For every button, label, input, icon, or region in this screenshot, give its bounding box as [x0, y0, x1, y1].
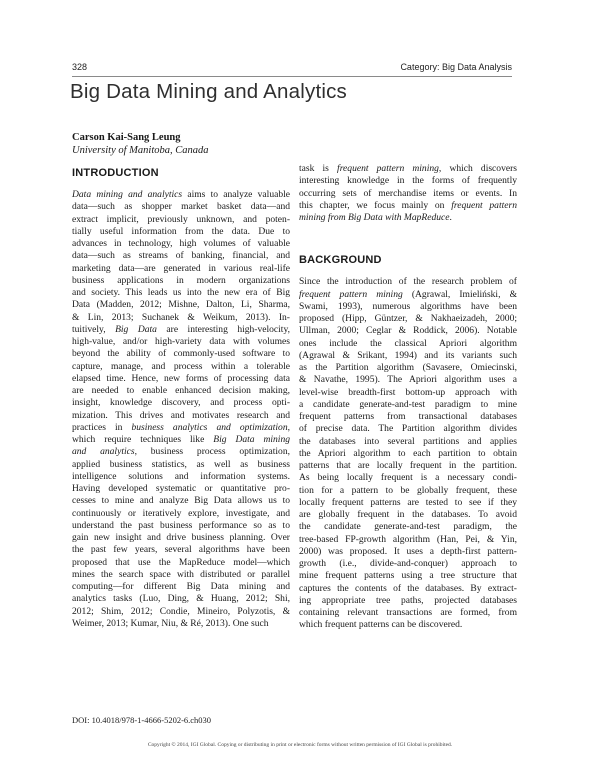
text-line [299, 472, 517, 484]
text-span: which require techniques like [72, 434, 214, 445]
text-span: Swami, 1993), numerous algorithms have been [299, 300, 517, 312]
text-line [72, 544, 290, 556]
text-span: business applications in modern organizations [72, 274, 290, 286]
author-affiliation: University of Manitoba, Canada [72, 145, 209, 156]
text-span: 2000) was proposed. It uses a depth-first pattern- [299, 545, 517, 557]
text-line [72, 250, 290, 262]
text-line [72, 348, 290, 360]
italic-text: frequent pattern mining [337, 163, 439, 174]
text-span: data—such as shopper market basket data—and [72, 201, 290, 213]
text-span: are needed to enable enhanced decision making, [72, 385, 290, 396]
text-line [299, 460, 517, 472]
text-span: beyond the ability of commonly-used software to [72, 348, 290, 360]
text-span: tree-based FP-growth algorithm (Han, Pei, & Yin, [299, 533, 517, 545]
text-line [72, 581, 290, 593]
text-span: are globally frequent in the databases. To avoid [299, 509, 517, 520]
text-span: advances in technology, high volumes of valuable [72, 238, 290, 249]
text-line [72, 569, 290, 581]
text-line [72, 226, 290, 238]
text-line [299, 399, 517, 411]
text-line [299, 497, 517, 509]
text-span: , [287, 421, 290, 433]
text-line [72, 557, 290, 569]
text-line [299, 374, 517, 386]
text-span: containing relevant transactions are formed, from [299, 607, 517, 618]
text-span: . [449, 212, 452, 223]
text-span: are interesting high-velocity, [156, 323, 290, 335]
text-span: Having developed systematic or quantitative pro- [72, 483, 290, 494]
text-line [299, 546, 517, 558]
copyright-notice: Copyright © 2014, IGI Global. Copying or distributing in print or electronic forms without written permission of IGI Global is prohibited. [147, 742, 453, 748]
text-span: locally frequent patterns are tested to see if they [299, 496, 517, 508]
italic-text: Data mining and analytics [72, 189, 183, 200]
text-line [72, 312, 290, 324]
text-span: patterns that are locally frequent in the partition. [299, 460, 517, 471]
text-span: cesses to mine and analyze Big Data allows us to [72, 495, 290, 507]
text-line [72, 275, 290, 287]
text-line [299, 558, 517, 570]
text-span: data—such as streams of banking, financial, and [72, 250, 290, 262]
text-span: interesting knowledge in the forms of frequently [299, 175, 517, 187]
text-span: , which discovers [438, 163, 517, 174]
text-span: intelligence solutions and information systems. [72, 470, 290, 482]
text-line [72, 606, 290, 618]
text-span: growth (i.e., divide-and-conquer) approach to [299, 558, 517, 569]
text-line [72, 214, 290, 226]
italic-text: mining from Big Data with MapReduce [299, 212, 450, 223]
italic-text: Big Data mining [213, 434, 290, 445]
text-line [72, 397, 290, 409]
text-span: Data (Madden, 2012; Mishne, Dalton, Li, Sharma, [72, 299, 290, 311]
text-span: high-value, and/or high-variety data with volumes [72, 336, 290, 347]
text-line [299, 411, 517, 423]
text-span: extract implicit, previously unknown, and poten- [72, 213, 290, 225]
text-line [299, 276, 517, 288]
text-span: capture, manage, and process within a tolerable [72, 360, 290, 372]
text-line [72, 471, 290, 483]
text-span: aims to analyze valuable [182, 189, 290, 200]
text-line [299, 509, 517, 521]
text-line [299, 534, 517, 546]
text-span: task is [299, 163, 338, 174]
text-line [299, 436, 517, 448]
text-line [72, 201, 290, 213]
text-span: the candidate generate-and-test paradigm, the [299, 521, 517, 533]
text-span: tuitively, [72, 323, 116, 335]
text-line [72, 422, 290, 434]
text-line [299, 570, 517, 582]
header-rule [72, 76, 512, 77]
text-span: Weimer, 2013; Kumar, Niu, & Ré, 2013). One such [72, 617, 269, 629]
background-heading: BACKGROUND [299, 254, 382, 267]
text-span: ing appropriate tree paths, projected databases [299, 594, 517, 606]
right-column [299, 163, 517, 632]
text-span: elapsed time. Hence, new forms of processing data [72, 372, 290, 384]
text-line [299, 289, 517, 301]
text-line [72, 299, 290, 311]
text-span: the Apriori algorithm to each partition to obtain [299, 447, 517, 459]
italic-text: business analytics and optimization [131, 421, 288, 433]
text-span: Ullman, 2000; Ceglar & Roddick, 2006). Notable [299, 325, 517, 337]
text-line [299, 583, 517, 595]
page-number: 328 [72, 62, 88, 72]
text-span: marketing data—are generated in various real-life [72, 262, 290, 274]
text-span: ones include the classical Apriori algorithm [299, 337, 517, 349]
text-line [299, 313, 517, 325]
text-line [299, 485, 517, 497]
text-span: and society. This leads us into the new era of Big [72, 287, 290, 298]
text-span: the past few years, several algorithms have been [72, 544, 290, 556]
text-line [299, 200, 517, 212]
text-span: analytics tasks (Luo, Ding, & Huang, 2012; Shi, [72, 593, 290, 605]
text-line [72, 238, 290, 250]
text-span: proposed (Hipp, Güntzer, & Nakhaeizadeh, 2000; [299, 313, 517, 324]
text-span: proposed that use the MapReduce model—which [72, 556, 290, 568]
text-line [299, 423, 517, 435]
italic-text: frequent pattern mining [299, 288, 403, 300]
text-line [72, 483, 290, 495]
text-line [299, 212, 517, 224]
italic-text: frequent pattern [451, 199, 517, 211]
text-span: applied business statistics, as well as business [72, 458, 290, 470]
text-span: mines the search space with distributed or parallel [72, 568, 290, 580]
italic-text: Big Data [115, 323, 157, 335]
text-span: Since the introduction of the research problem of [299, 276, 517, 288]
text-span: tially useful information from the data. Due to [72, 225, 290, 237]
text-span: of precise data. The Partition algorithm divides [299, 423, 517, 435]
text-line [72, 434, 290, 446]
text-span: mine frequent patterns using a tree structure that [299, 570, 517, 582]
text-span: , business process optimization, [134, 446, 290, 458]
text-span: the databases into several partitions and applies [299, 435, 517, 447]
text-span: & Lin, 2013; Suchanek & Weikum, 2013). In- [72, 311, 290, 323]
text-line [72, 446, 290, 458]
text-line [72, 336, 290, 348]
text-span: this chapter, we focus mainly on [299, 199, 452, 211]
text-line [299, 619, 517, 631]
text-span: captures the contents of the databases. By extract- [299, 582, 517, 594]
text-line [72, 618, 290, 630]
text-line [72, 263, 290, 275]
text-line [72, 593, 290, 605]
text-span: computing—for different Big Data mining and [72, 581, 290, 592]
background-paragraph [299, 276, 517, 631]
text-line [72, 508, 290, 520]
text-line [72, 324, 290, 336]
text-span: & Navathe, 1995). The Apriori algorithm uses a [299, 374, 517, 386]
text-line [299, 387, 517, 399]
text-span: practices in [72, 421, 132, 433]
text-line [72, 520, 290, 532]
text-line [72, 189, 290, 201]
text-span: which frequent patterns can be discovered. [299, 619, 463, 631]
text-line [299, 448, 517, 460]
text-span: understand the past business performance so as to [72, 519, 290, 531]
text-line [72, 532, 290, 544]
category-label: Category: Big Data Analysis [400, 62, 512, 72]
italic-text: and analytics [72, 446, 135, 458]
text-line [72, 459, 290, 471]
text-line [299, 350, 517, 362]
text-line [299, 188, 517, 200]
text-span: a candidate generate-and-test paradigm to mine [299, 398, 517, 410]
text-span: (Agrawal & Srikant, 1994) and its variants such [299, 349, 517, 361]
text-span: level-wise breadth-first bottom-up approach with [299, 386, 517, 398]
text-line [72, 385, 290, 397]
text-span: insight, knowledge discovery, and process opti- [72, 397, 290, 409]
text-span: frequent patterns from transactional databases [299, 411, 517, 422]
text-span: (Agrawal, Imieliński, & [402, 288, 517, 300]
text-line [299, 607, 517, 619]
text-line [72, 495, 290, 507]
text-line [72, 287, 290, 299]
text-span: As being locally frequent is a necessary condi- [299, 472, 517, 484]
text-line [299, 362, 517, 374]
text-line [72, 361, 290, 373]
text-line [72, 373, 290, 385]
text-line [72, 410, 290, 422]
text-line [299, 338, 517, 350]
text-span: tion for a pattern to be globally frequent, these [299, 484, 517, 496]
text-span: mization. This drives and motivates research and [72, 409, 290, 421]
text-line [299, 595, 517, 607]
introduction-continuation [299, 163, 517, 224]
text-span: gain new insight and drive business planning. Over [72, 532, 290, 543]
chapter-title: Big Data Mining and Analytics [70, 80, 348, 103]
text-line [299, 325, 517, 337]
text-span: continuously or iteratively explore, investigate, and [72, 507, 290, 519]
author-name: Carson Kai-Sang Leung [72, 132, 181, 143]
text-line [299, 301, 517, 313]
text-line [299, 175, 517, 187]
text-line [299, 163, 517, 175]
introduction-heading: INTRODUCTION [72, 167, 159, 179]
introduction-paragraph [72, 189, 290, 630]
text-span: as the Partition algorithm (Savasere, Omiecinski, [299, 362, 517, 373]
text-line [299, 521, 517, 533]
doi-text: DOI: 10.4018/978-1-4666-5202-6.ch030 [72, 715, 212, 725]
left-column [72, 163, 290, 630]
text-span: 2012; Shim, 2012; Condie, Mineiro, Polyzotis, & [72, 605, 290, 617]
text-span: occurring sets of merchandise items or events. In [299, 187, 517, 199]
